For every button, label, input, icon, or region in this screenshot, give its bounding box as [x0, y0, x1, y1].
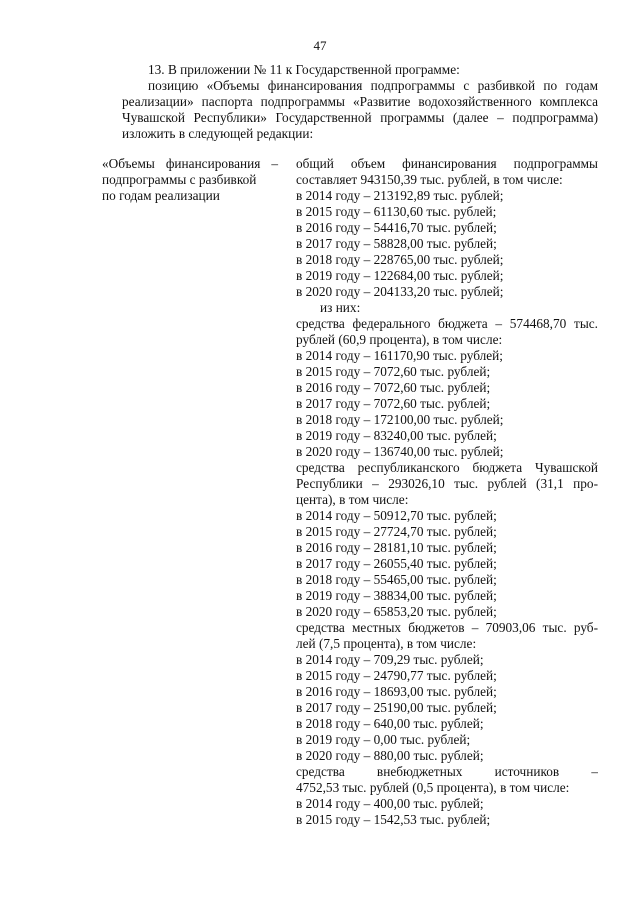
intro-line: изложить в следующей редакции: — [122, 126, 314, 141]
content-line: в 2018 году – 228765,00 тыс. рублей; — [296, 252, 504, 267]
label-line: «Объемы финансирования – — [102, 156, 278, 171]
position-label — [102, 156, 278, 204]
content-line: средства федерального бюджета – 574468,70 тыс. — [296, 316, 598, 331]
content-line: в 2014 году – 161170,90 тыс. рублей; — [296, 348, 503, 363]
content-line: в 2020 году – 204133,20 тыс. рублей; — [296, 284, 504, 299]
content-line: в 2019 году – 38834,00 тыс. рублей; — [296, 588, 497, 603]
content-line: в 2020 году – 136740,00 тыс. рублей; — [296, 444, 504, 459]
content-line: общий объем финансирования подпрограммы — [296, 156, 598, 171]
content-line: в 2014 году – 400,00 тыс. рублей; — [296, 796, 484, 811]
label-line: подпрограммы с разбивкой — [102, 172, 257, 187]
content-line: в 2015 году – 24790,77 тыс. рублей; — [296, 668, 497, 683]
content-line: цента), в том числе: — [296, 492, 409, 507]
content-line: в 2017 году – 26055,40 тыс. рублей; — [296, 556, 497, 571]
content-line: в 2017 году – 58828,00 тыс. рублей; — [296, 236, 497, 251]
content-line: средства внебюджетных источников – — [296, 764, 598, 779]
content-line: в 2019 году – 122684,00 тыс. рублей; — [296, 268, 504, 283]
content-line: в 2019 году – 0,00 тыс. рублей; — [296, 732, 471, 747]
content-line: в 2016 году – 18693,00 тыс. рублей; — [296, 684, 497, 699]
content-line: в 2016 году – 28181,10 тыс. рублей; — [296, 540, 497, 555]
content-line: в 2018 году – 172100,00 тыс. рублей; — [296, 412, 504, 427]
content-line: в 2020 году – 880,00 тыс. рублей; — [296, 748, 484, 763]
content-line: рублей (60,9 процента), в том числе: — [296, 332, 503, 347]
content-line: 4752,53 тыс. рублей (0,5 процента), в том числе: — [296, 780, 570, 795]
content-line: составляет 943150,39 тыс. рублей, в том числе: — [296, 172, 563, 187]
page-number: 47 — [313, 38, 327, 53]
content-line: в 2014 году – 213192,89 тыс. рублей; — [296, 188, 504, 203]
content-line: в 2015 году – 27724,70 тыс. рублей; — [296, 524, 497, 539]
content-line: в 2018 году – 55465,00 тыс. рублей; — [296, 572, 497, 587]
content-line: лей (7,5 процента), в том числе: — [296, 636, 477, 651]
funding-content — [296, 156, 598, 828]
intro-line: позицию «Объемы финансирования подпрограммы с разбивкой по годам — [148, 78, 598, 93]
content-line: в 2020 году – 65853,20 тыс. рублей; — [296, 604, 497, 619]
intro-paragraph — [122, 62, 598, 142]
content-line: в 2016 году – 7072,60 тыс. рублей; — [296, 380, 491, 395]
content-line: в 2014 году – 709,29 тыс. рублей; — [296, 652, 484, 667]
content-line: Республики – 293026,10 тыс. рублей (31,1 про- — [296, 476, 598, 491]
content-line: в 2017 году – 25190,00 тыс. рублей; — [296, 700, 497, 715]
content-line: в 2018 году – 640,00 тыс. рублей; — [296, 716, 484, 731]
content-line: в 2015 году – 7072,60 тыс. рублей; — [296, 364, 491, 379]
content-line: в 2015 году – 1542,53 тыс. рублей; — [296, 812, 491, 827]
content-line: в 2016 году – 54416,70 тыс. рублей; — [296, 220, 497, 235]
content-line: средства республиканского бюджета Чувашской — [296, 460, 598, 475]
content-line: в 2014 году – 50912,70 тыс. рублей; — [296, 508, 497, 523]
content-line: средства местных бюджетов – 70903,06 тыс. руб- — [296, 620, 598, 635]
content-line: в 2017 году – 7072,60 тыс. рублей; — [296, 396, 491, 411]
label-line: по годам реализации — [102, 188, 220, 203]
intro-line: Чувашской Республики» Государственной программы (далее – подпрограмма) — [122, 110, 598, 125]
content-line: в 2015 году – 61130,60 тыс. рублей; — [296, 204, 497, 219]
of-them-line: из них: — [320, 300, 361, 315]
intro-point: 13. В приложении № 11 к Государственной программе: — [148, 62, 460, 77]
content-line: в 2019 году – 83240,00 тыс. рублей; — [296, 428, 497, 443]
intro-line: реализации» паспорта подпрограммы «Развитие водохозяйственного комплекса — [122, 94, 598, 109]
